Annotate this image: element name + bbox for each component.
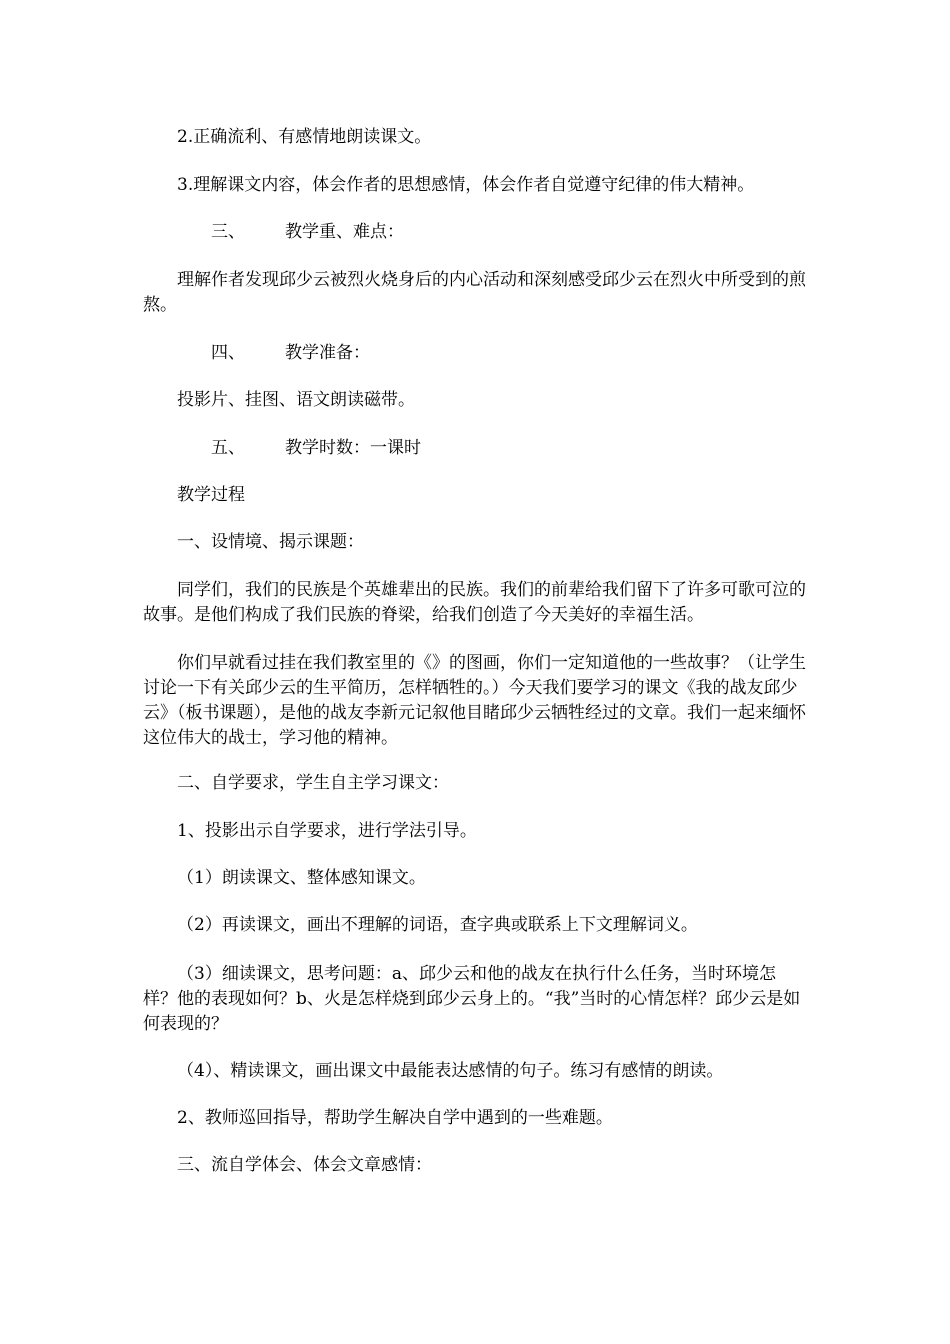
substep-2: （2）再读课文，画出不理解的词语，查字典或联系上下文理解词义。	[177, 915, 698, 935]
heading-key-points	[143, 220, 808, 245]
heading-number: 三、	[211, 222, 245, 242]
heading-class-hours	[143, 436, 808, 461]
lesson-paragraph: 你们早就看过挂在我们教室里的《》的图画，你们一定知道他的一些故事？（让学生讨论一下有关邱少云的生平简历，怎样牺牲的。）今天我们要学习的课文《我的战友邱少云》（板书课题），是他的战友李新元记叙他目睹邱少云牺牲经过的文章。我们一起来缅怀这位伟大的战士，学习他的精神。	[143, 653, 806, 748]
heading-number: 四、	[211, 343, 245, 363]
substep-1: （1）朗读课文、整体感知课文。	[177, 868, 426, 888]
substep-3: （3）细读课文，思考问题：a、邱少云和他的战友在执行什么任务，当时环境怎样？他的表现如何？b、火是怎样烧到邱少云身上的。“我”当时的心情怎样？邱少云是如何表现的？	[143, 964, 801, 1034]
heading-text: 教学时数：一课时	[285, 438, 421, 458]
objective-3: 3.理解课文内容，体会作者的思想感情，体会作者自觉遵守纪律的伟大精神。	[177, 175, 755, 195]
section-3-title: 三、流自学体会、体会文章感情：	[177, 1155, 432, 1175]
preparation-text: 投影片、挂图、语文朗读磁带。	[177, 390, 415, 410]
intro-paragraph: 同学们，我们的民族是个英雄辈出的民族。我们的前辈给我们留下了许多可歌可泣的故事。是他们构成了我们民族的脊梁，给我们创造了今天美好的幸福生活。	[143, 580, 806, 625]
objective-2: 2.正确流利、有感情地朗读课文。	[177, 127, 432, 147]
heading-preparation	[143, 341, 808, 366]
key-points-text: 理解作者发现邱少云被烈火烧身后的内心活动和深刻感受邱少云在烈火中所受到的煎熬。	[143, 270, 806, 315]
step-2: 2、教师巡回指导，帮助学生解决自学中遇到的一些难题。	[177, 1108, 613, 1128]
step-1: 1、投影出示自学要求，进行学法引导。	[177, 821, 477, 841]
heading-number: 五、	[211, 438, 245, 458]
heading-text: 教学重、难点：	[285, 222, 404, 242]
substep-4: （4）、精读课文，画出课文中最能表达感情的句子。练习有感情的朗读。	[177, 1061, 724, 1081]
section-2-title: 二、自学要求，学生自主学习课文：	[177, 773, 449, 793]
teaching-process-title: 教学过程	[177, 485, 245, 505]
heading-text: 教学准备：	[285, 343, 370, 363]
section-1-title: 一、设情境、揭示课题：	[177, 532, 364, 552]
